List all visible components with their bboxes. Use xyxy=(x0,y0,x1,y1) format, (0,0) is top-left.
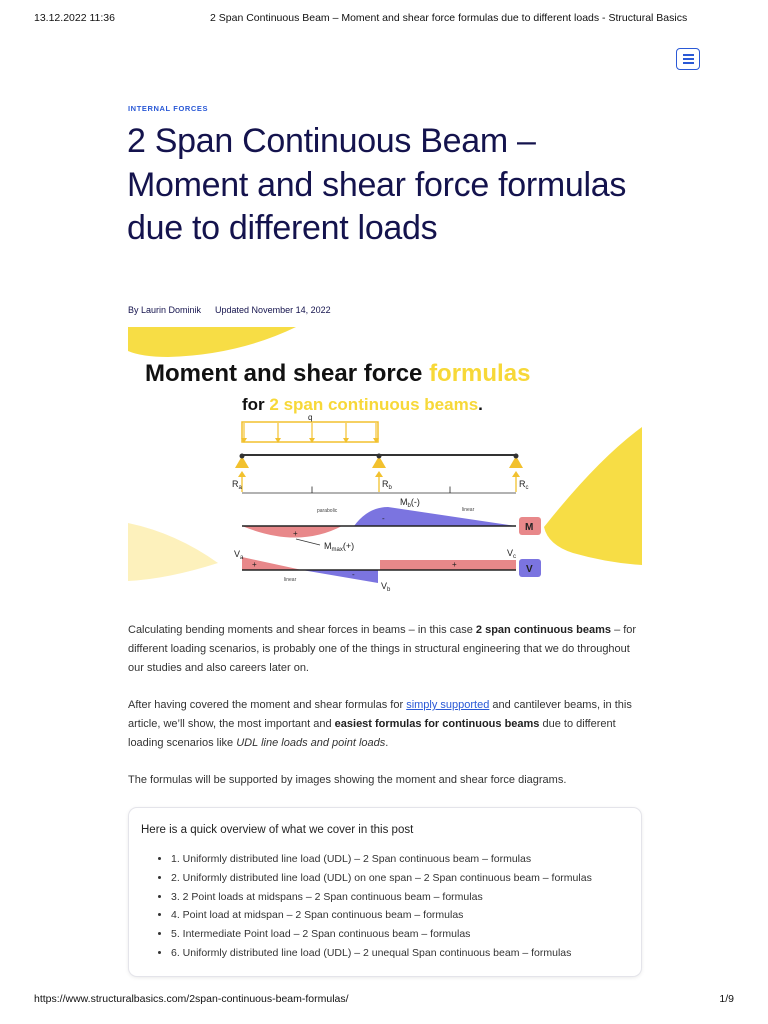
decor-blob-left xyxy=(128,523,218,581)
moment-positive-area xyxy=(242,526,342,538)
byline xyxy=(128,305,331,315)
udl-arrows xyxy=(244,423,376,440)
hero-subheading-end: . xyxy=(478,395,483,414)
reaction-label-c: $R_c$ xyxy=(519,479,529,491)
toc-item[interactable]: • 3. 2 Point loads at midspans – 2 Span continuous beam – formulas xyxy=(171,888,629,907)
moment-minus-sign: - xyxy=(382,514,385,523)
updated-date: Updated November 14, 2022 xyxy=(215,305,331,315)
load-label-q: q xyxy=(308,413,313,422)
svg-text:Moment and shear force formula xyxy=(145,360,530,387)
hero-subheading-part1: for xyxy=(242,395,270,414)
decor-blob-top-left xyxy=(128,327,296,357)
hero-subheading-highlight: 2 span continuous beams xyxy=(269,395,479,414)
svg-text:for 2 span continuous beams. xyxy=(242,395,483,414)
reaction-label-a: $R_a$ xyxy=(232,479,242,491)
shear-positive-area-1 xyxy=(242,557,302,570)
page-number: 1/9 xyxy=(719,993,734,1005)
shear-positive-area-2 xyxy=(380,560,516,570)
print-header xyxy=(0,12,768,28)
print-datetime: 13.12.2022 11:36 xyxy=(34,12,115,24)
hero-heading-highlight: formulas xyxy=(429,360,531,387)
simply-supported-link[interactable]: simply supported xyxy=(406,699,490,711)
label-parabolic: parabolic xyxy=(317,508,338,514)
shear-label-c: $V_c$ xyxy=(507,548,517,560)
decor-blob-right xyxy=(544,427,642,565)
label-linear-top: linear xyxy=(462,507,475,513)
shear-label-a: $V_a$ xyxy=(234,549,244,561)
page-title: 2 Span Continuous Beam – Moment and shear force formulas due to different loads xyxy=(127,122,627,247)
support-paragraph: The formulas will be supported by images showing the moment and shear force diagrams. xyxy=(128,774,567,786)
mmax-leader xyxy=(296,539,320,545)
shear-plus-sign-1: + xyxy=(252,560,257,569)
moment-support-label: $M_b(-)$ xyxy=(400,497,420,509)
print-footer xyxy=(0,993,768,1009)
span-label-2: l xyxy=(449,485,451,495)
label-linear-bottom: linear xyxy=(284,577,297,583)
category-link[interactable]: INTERNAL FORCES xyxy=(128,104,209,113)
shear-negative-area xyxy=(302,570,378,583)
author-link[interactable]: By Laurin Dominik xyxy=(128,305,202,315)
moment-plus-sign: + xyxy=(293,529,298,538)
toc-item[interactable]: • 5. Intermediate Point load – 2 Span continuous beam – formulas xyxy=(171,925,629,944)
shear-tag: V xyxy=(526,564,533,575)
reaction-arrows xyxy=(242,475,516,492)
moment-negative-area xyxy=(354,507,516,526)
shear-minus-sign: - xyxy=(352,570,355,579)
toc-item[interactable]: • 6. Uniformly distributed line load (UDL) – 2 unequal Span continuous beam – formulas xyxy=(171,944,629,963)
moment-tag: M xyxy=(525,522,534,533)
intro-paragraph: Calculating bending moments and shear forces in beams – in this case 2 span continuous beams – for different loading scenarios, is probably one of the things in structural engineering that we do throughout our studies and also careers later on. xyxy=(128,624,637,674)
print-url: https://www.structuralbasics.com/2span-continuous-beam-formulas/ xyxy=(34,993,349,1005)
shear-label-b: $V_b$ xyxy=(381,581,391,593)
reaction-label-b: $R_b$ xyxy=(382,479,392,491)
shear-plus-sign-2: + xyxy=(452,560,457,569)
print-page-title: 2 Span Continuous Beam – Moment and shear force formulas due to different loads - Structural Basics xyxy=(210,12,688,24)
toc-title: Here is a quick overview of what we cover in this post xyxy=(141,824,414,836)
toc-item[interactable]: • 1. Uniformly distributed line load (UDL) – 2 Span continuous beam – formulas xyxy=(171,850,629,869)
hamburger-menu-icon[interactable] xyxy=(676,48,700,70)
hero-heading-part1: Moment and shear force xyxy=(145,360,430,387)
toc-list xyxy=(141,850,629,963)
toc-item[interactable]: • 4. Point load at midspan – 2 Span continuous beam – formulas xyxy=(171,906,629,925)
toc-item[interactable]: • 2. Uniformly distributed line load (UDL) on one span – 2 Span continuous beam – formulas xyxy=(171,869,629,888)
span-label-1: l xyxy=(311,485,313,495)
context-paragraph: After having covered the moment and shear formulas for simply supported and cantilever beams, in this article, we’ll show, the most important and easiest formulas for continuous beams due to different loading scenarios like UDL line loads and point loads. xyxy=(128,699,632,749)
hero-image xyxy=(128,327,642,602)
table-of-contents xyxy=(129,808,641,976)
moment-max-label: $M_{max}(+)$ xyxy=(324,541,355,553)
